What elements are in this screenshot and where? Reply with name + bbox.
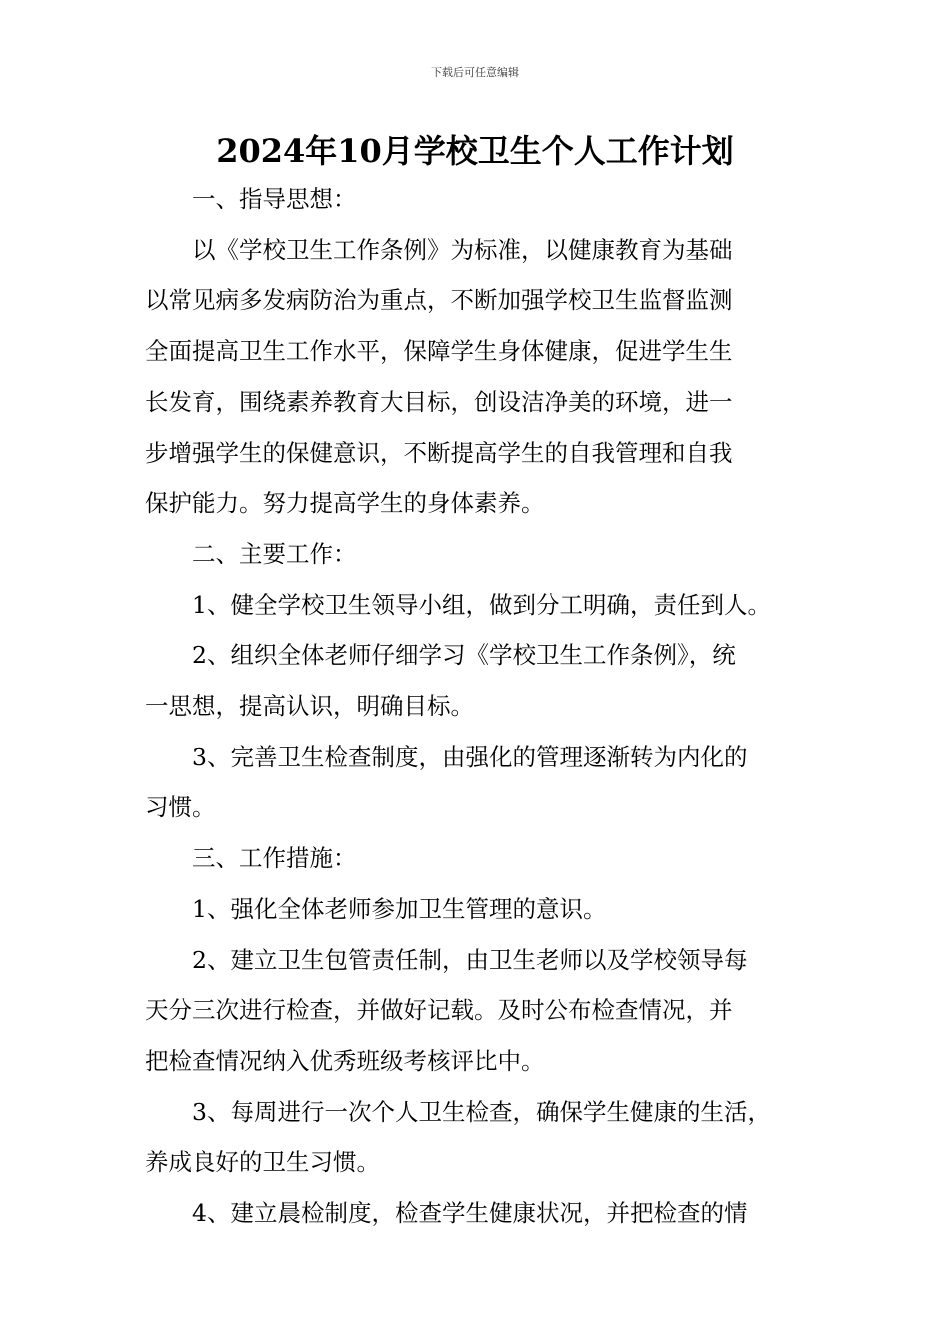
text-line: 保护能力。努力提高学生的身体素养。 [145, 489, 545, 518]
heading-line: 一、指导思想： [192, 185, 357, 213]
text-line: 4、建立晨检制度，检查学生健康状况，并把检查的情 [192, 1199, 748, 1228]
section-heading-work-measures [145, 833, 810, 884]
text-line: 养成良好的卫生习惯。 [145, 1148, 380, 1177]
section-heading-guiding-ideology [145, 174, 810, 225]
text-line: 3、完善卫生检查制度，由强化的管理逐渐转为内化的 [192, 742, 748, 771]
section-heading-main-work [145, 529, 810, 580]
text-line: 3、每周进行一次个人卫生检查，确保学生健康的生活， [192, 1097, 771, 1126]
list-item-measures-2 [145, 935, 810, 1087]
heading-line: 二、主要工作： [192, 539, 357, 568]
document-title: 2024年10月学校卫生个人工作计划 [216, 132, 734, 170]
text-line: 2、组织全体老师仔细学习《学校卫生工作条例》，统 [192, 641, 736, 670]
text-line: 以《学校卫生工作条例》为标准，以健康教育为基础 [192, 235, 733, 264]
list-item-main-work-1 [145, 580, 810, 631]
text-line: 步增强学生的保健意识，不断提高学生的自我管理和自我 [145, 438, 733, 467]
text-line: 长发育，围绕素养教育大目标，创设洁净美的环境，进一 [145, 387, 733, 416]
text-line: 1、强化全体老师参加卫生管理的意识。 [192, 894, 607, 923]
list-item-measures-4 [145, 1188, 810, 1239]
text-line: 1、健全学校卫生领导小组，做到分工明确，责任到人。 [192, 590, 771, 619]
text-line: 以常见病多发病防治为重点，不断加强学校卫生监督监测 [145, 286, 733, 315]
list-item-measures-1 [145, 884, 810, 935]
text-line: 把检查情况纳入优秀班级考核评比中。 [145, 1046, 545, 1075]
list-item-main-work-2 [145, 630, 810, 731]
text-line: 全面提高卫生工作水平，保障学生身体健康，促进学生生 [145, 337, 733, 366]
document-body [145, 174, 810, 1239]
paragraph-guiding-ideology [145, 225, 810, 529]
list-item-measures-3 [145, 1087, 810, 1188]
heading-line: 三、工作措施： [192, 844, 357, 873]
text-line: 2、建立卫生包管责任制，由卫生老师以及学校领导每 [192, 945, 748, 974]
text-line: 习惯。 [145, 793, 216, 822]
page-header-note: 下载后可任意编辑 [431, 66, 519, 79]
text-line: 一思想，提高认识，明确目标。 [145, 692, 474, 721]
text-line: 天分三次进行检查，并做好记载。及时公布检查情况，并 [145, 996, 733, 1025]
list-item-main-work-3 [145, 732, 810, 833]
